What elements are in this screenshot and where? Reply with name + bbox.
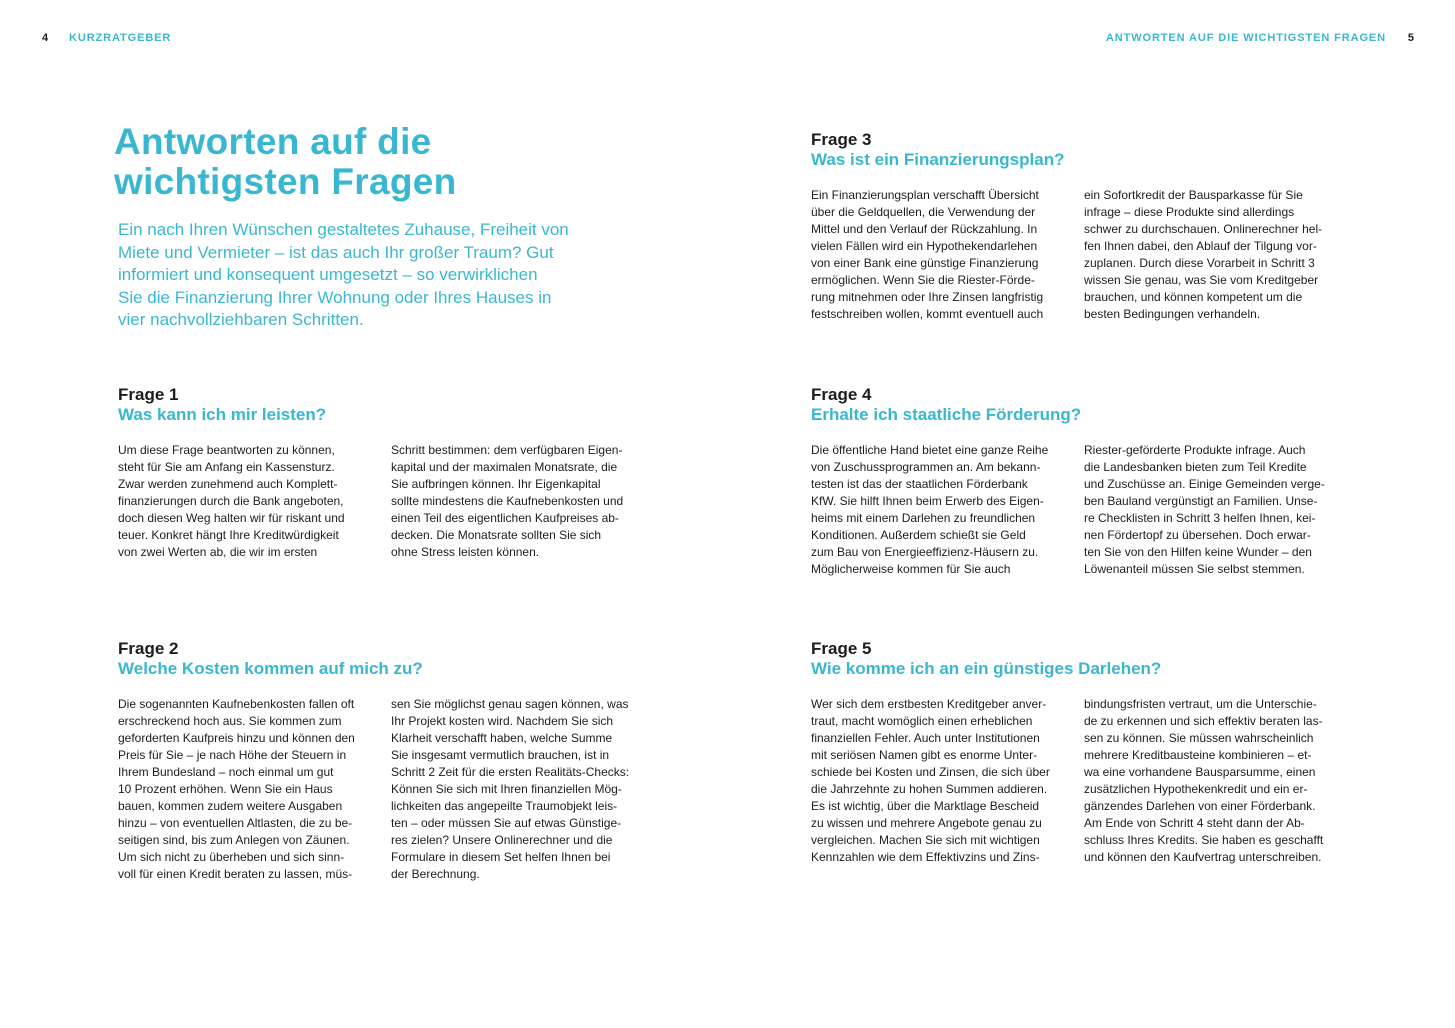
left-page-number: 4 (42, 32, 49, 44)
question-1-text-col1: Um diese Frage beantworten zu können, steht für Sie am Anfang ein Kassensturz. Zwar werden zunehmend auch Komplett- finanzierungen durch die Bank angeboten, doch diesen Weg halten wir für riskant und teuer. Konkret hängt Ihre Kreditwürdigkeit von zwei Werten ab, die wir im ersten (118, 443, 345, 559)
question-1-label: Frage 1 (118, 385, 179, 404)
right-running-header: ANTWORTEN AUF DIE WICHTIGSTEN FRAGEN (1105, 32, 1386, 44)
question-4-heading (811, 385, 1341, 425)
question-2-label: Frage 2 (118, 639, 179, 658)
question-3-title: Was ist ein Finanzierungsplan? (811, 150, 1065, 169)
question-4-label: Frage 4 (811, 385, 872, 404)
page-title: Antworten auf die wichtigsten Fragen (114, 121, 457, 202)
question-2 (118, 639, 648, 883)
question-5-text-col1: Wer sich dem erstbesten Kreditgeber anver- traut, macht womöglich einen erheblichen finanziellen Fehler. Auch unter Institutionen mit seriösen Namen gibt es enorme Unter- schiede bei Kosten und Zinsen, die sich über die Jahrzehnte zu hohen Summen addieren. Es ist wichtig, über die Marktlage Bescheid zu wissen und mehrere Angebote genau zu vergleichen. Machen Sie sich mit wichtigen Kennzahlen wie dem Effektivzins und Zins- (811, 697, 1050, 864)
question-1 (118, 385, 648, 561)
question-1-heading (118, 385, 648, 425)
question-5-label: Frage 5 (811, 639, 872, 658)
question-4-text-col2: Riester-geförderte Produkte infrage. Auch die Landesbanken bieten zum Teil Kredite und Zuschüsse an. Einige Gemeinden verge- ben Bauland vergünstigt an Familien. Unse- re Checklisten in Schritt 3 helfen Ihnen, kei- nen Fördertopf zu übersehen. Doch erwar- ten Sie von den Hilfen keine Wunder – den Löwenanteil müssen Sie selbst stemmen. (1084, 443, 1325, 576)
question-3-text-col1: Ein Finanzierungsplan verschafft Übersicht über die Geldquellen, die Verwendung der Mittel und den Verlauf der Rückzahlung. In vielen Fällen wird ein Hypothekendarlehen von einer Bank eine günstige Finanzierung ermöglichen. Wenn Sie die Riester-Förde- rung mitnehmen oder Ihre Zinsen langfristig festschreiben wollen, kommt eventuell auch (811, 188, 1044, 321)
question-2-title: Welche Kosten kommen auf mich zu? (118, 659, 423, 678)
question-4-title: Erhalte ich staatliche Förderung? (811, 405, 1082, 424)
right-page-number: 5 (1407, 32, 1414, 44)
question-3-heading (811, 130, 1341, 170)
question-1-title: Was kann ich mir leisten? (118, 405, 327, 424)
question-4-text-col1: Die öffentliche Hand bietet eine ganze Reihe von Zuschussprogrammen an. Am bekann- testen ist das der staatlichen Förderbank KfW. Sie hilft Ihnen beim Erwerb des Eigen- heims mit einem Darlehen zu freundlichen Konditionen. Außerdem schießt sie Geld zum Bau von Energieeffizienz-Häusern zu. Möglicherweise kommen für Sie auch (811, 443, 1049, 576)
question-5-heading (811, 639, 1341, 679)
question-1-text-col2: Schritt bestimmen: dem verfügbaren Eigen- kapital und der maximalen Monatsrate, die Sie aufbringen können. Ihr Eigenkapital sollte mindestens die Kaufnebenkosten und einen Teil des eigentlichen Kaufpreises ab- decken. Die Monatsrate sollten Sie sich ohne Stress leisten können. (391, 443, 624, 559)
question-3 (811, 130, 1341, 323)
question-2-heading (118, 639, 648, 679)
question-2-text-col1: Die sogenannten Kaufnebenkosten fallen oft erschreckend hoch aus. Sie kommen zum geforderten Kaufpreis hinzu und können den Preis für Sie – je nach Höhe der Steuern in Ihrem Bundesland – noch einmal um gut 10 Prozent erhöhen. Wenn Sie ein Haus bauen, kommen zudem weitere Ausgaben hinzu – von eventuellen Altlasten, die zu be- seitigen sind, bis zum Anlegen von Zäunen. Um sich nicht zu überheben und sich sinn- voll für einen Kredit beraten zu lassen, müs- (118, 697, 355, 881)
question-5-text-col2: bindungsfristen vertraut, um die Unterschie- de zu erkennen und sich effektiv beraten las- sen zu können. Sie müssen wahrscheinlich mehrere Kreditbausteine kombinieren – et- wa eine vorhandene Bausparsumme, einen zusätzlichen Hypothekenkredit und ein er- gänzendes Darlehen von einer Förderbank. Am Ende von Schritt 4 steht dann der Ab- schluss Ihres Kredits. Sie haben es geschafft und können den Kaufvertrag unterschreiben. (1084, 697, 1324, 864)
question-3-label: Frage 3 (811, 130, 872, 149)
intro-paragraph: Ein nach Ihren Wünschen gestaltetes Zuhause, Freiheit von Miete und Vermieter – ist das auch Ihr großer Traum? Gut informiert und konsequent umgesetzt – so verwirklichen Sie die Finanzierung Ihrer Wohnung oder Ihres Hauses in vier nachvollziehbaren Schritten. (118, 220, 569, 330)
left-running-header: KURZRATGEBER (69, 32, 172, 44)
question-5 (811, 639, 1341, 866)
question-4 (811, 385, 1341, 578)
question-2-text-col2: sen Sie möglichst genau sagen können, was Ihr Projekt kosten wird. Nachdem Sie sich Klarheit verschafft haben, welche Summe Sie insgesamt vermutlich brauchen, ist in Schritt 2 Zeit für die ersten Realitäts-Checks: Können Sie sich mit Ihren finanziellen Mög- lichkeiten das angepeilte Traumobjekt leis- ten – oder müssen Sie auf etwas Günstige- res zielen? Unsere Onlinerechner und die Formulare in diesem Set helfen Ihnen bei der Berechnung. (391, 697, 630, 881)
question-3-text-col2: ein Sofortkredit der Bausparkasse für Sie infrage – diese Produkte sind allerdings schwer zu durchschauen. Onlinerechner hel- fen Ihnen dabei, den Ablauf der Tilgung vor- zuplanen. Durch diese Vorarbeit in Schritt 3 wissen Sie genau, was Sie vom Kreditgeber brauchen, und können kompetent um die besten Bedingungen verhandeln. (1084, 188, 1323, 321)
question-5-title: Wie komme ich an ein günstiges Darlehen? (811, 659, 1162, 678)
